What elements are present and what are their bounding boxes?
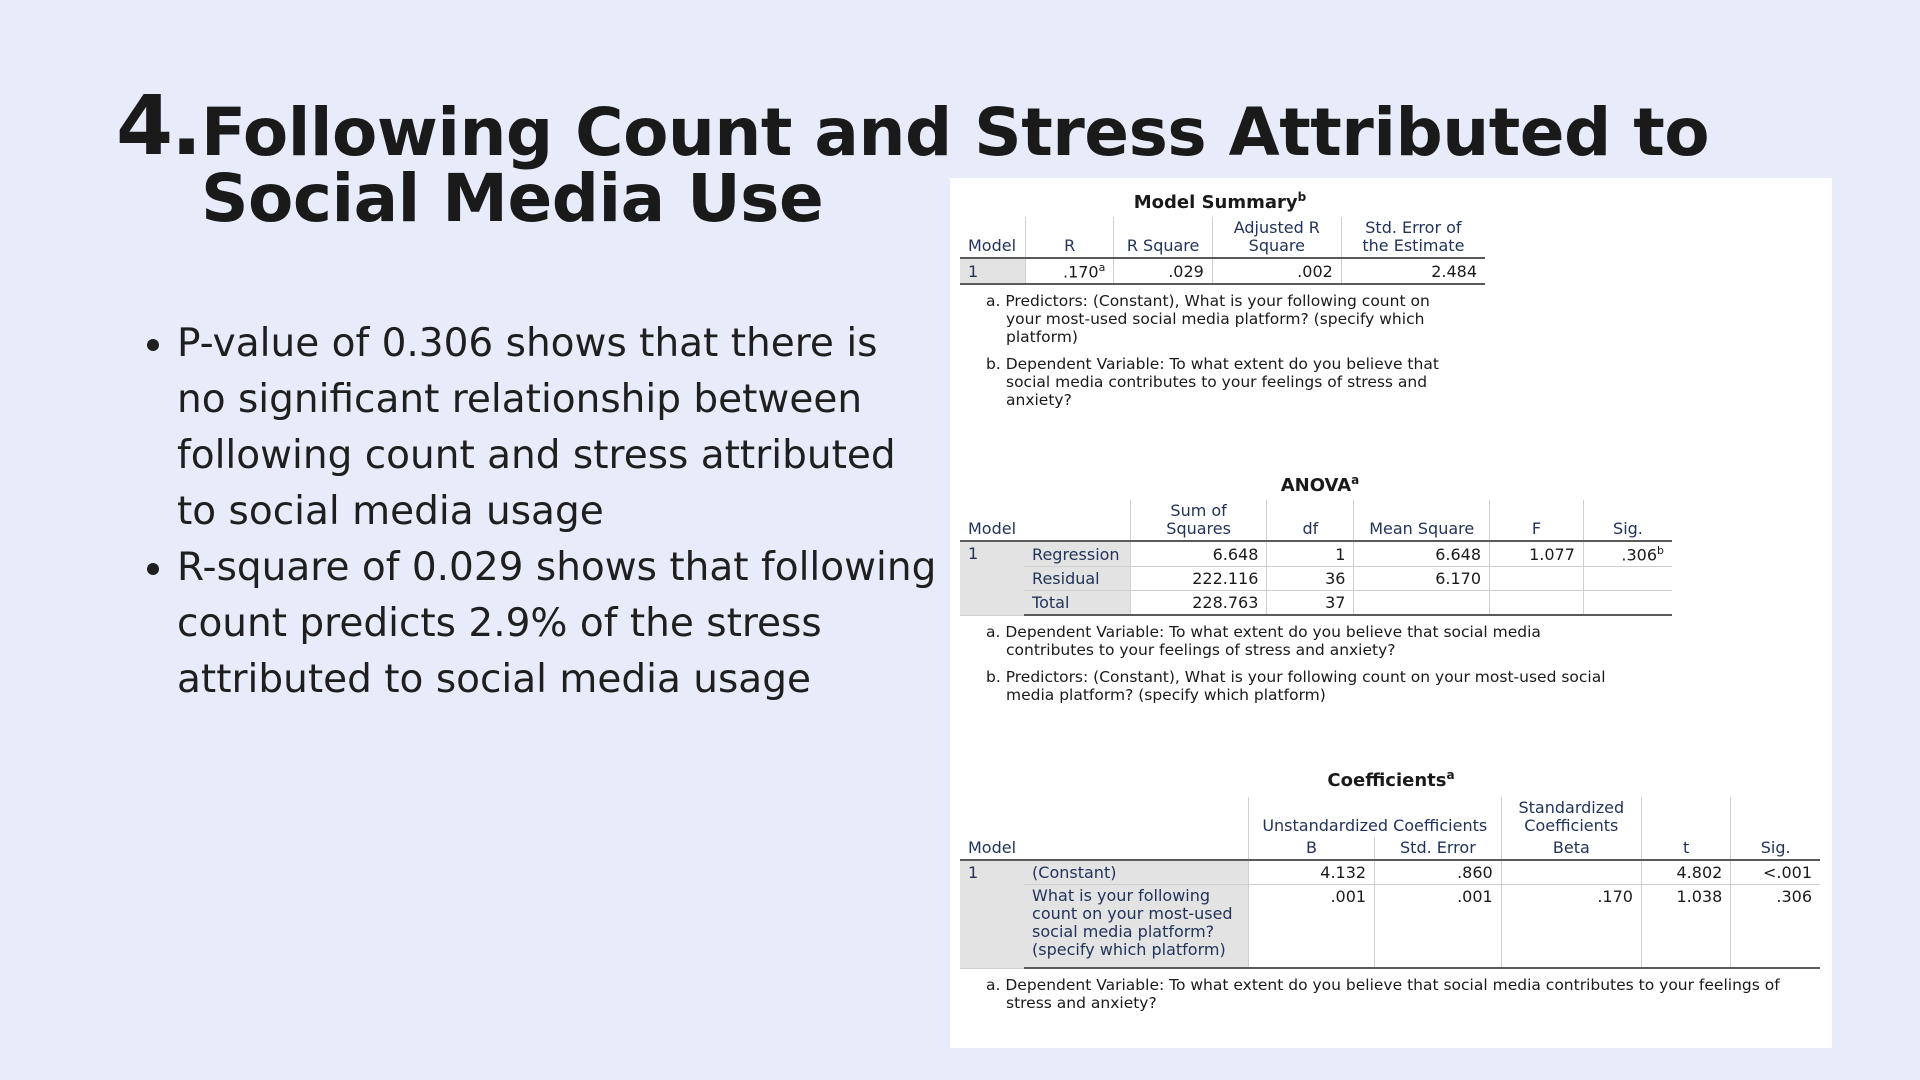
cell-sig: .306 <box>1731 885 1820 969</box>
cell-r-sup: a <box>1098 261 1106 274</box>
cell-row-label: Total <box>1024 591 1130 616</box>
cell-sum-of-squares: 228.763 <box>1130 591 1267 616</box>
col-header-df: df <box>1267 500 1354 541</box>
anova-table <box>960 500 1672 616</box>
col-header-sum-of-squares: Sum of Squares <box>1130 500 1267 541</box>
col-header-b: B <box>1248 837 1374 860</box>
cell-mean-square: 6.648 <box>1354 541 1490 567</box>
anova-notes <box>986 623 1626 704</box>
group-header-blank <box>960 797 1024 837</box>
table-header-row <box>960 217 1485 258</box>
anova-title-text: ANOVA <box>1280 475 1352 496</box>
coefficients-title <box>960 768 1822 791</box>
model-summary-title-text: Model Summary <box>1133 192 1298 213</box>
cell-sig-value: .306 <box>1621 545 1658 565</box>
cell-t: 1.038 <box>1641 885 1730 969</box>
footnote: a. Predictors: (Constant), What is your following count on your most-used social media platform? (specify which platform) <box>986 292 1430 347</box>
cell-f: 1.077 <box>1490 541 1584 567</box>
slide-number: 4. <box>116 79 201 174</box>
cell-row-label: Regression <box>1024 541 1130 567</box>
col-header-blank <box>1024 500 1130 541</box>
table-header-row <box>960 500 1672 541</box>
model-summary-notes <box>986 292 1456 409</box>
footnote: a. Dependent Variable: To what extent do you believe that social media contributes to your feelings of stress and anxiety? <box>986 976 1780 1012</box>
cell-mean-square: 6.170 <box>1354 567 1490 591</box>
cell-f <box>1490 591 1584 616</box>
col-header-mean-square: Mean Square <box>1354 500 1490 541</box>
cell-sig: <.001 <box>1731 860 1820 885</box>
col-header-r-square: R Square <box>1114 217 1212 258</box>
cell-model: 1 <box>960 541 1024 615</box>
anova-title-sup: a <box>1351 473 1360 487</box>
col-header-model: Model <box>960 837 1024 860</box>
cell-df: 36 <box>1267 567 1354 591</box>
spss-output-panel <box>950 178 1832 1048</box>
table-row <box>960 591 1672 616</box>
coefficients-section <box>960 768 1822 1021</box>
col-header-sig: Sig. <box>1731 837 1820 860</box>
cell-r <box>1026 258 1114 284</box>
anova-section <box>960 473 1680 713</box>
col-header-std-error: Std. Error of the Estimate <box>1341 217 1485 258</box>
bullet-list <box>140 316 937 708</box>
cell-sig <box>1583 541 1672 567</box>
bullet-item: • R-square of 0.029 shows that following count predicts 2.9% of the stress attributed to social media usage <box>177 540 937 708</box>
cell-mean-square <box>1354 591 1490 616</box>
col-header-f: F <box>1490 500 1584 541</box>
coefficients-title-text: Coefficients <box>1327 770 1447 791</box>
cell-t: 4.802 <box>1641 860 1730 885</box>
col-header-r: R <box>1026 217 1114 258</box>
anova-title <box>960 473 1680 496</box>
col-header-model: Model <box>960 500 1024 541</box>
coefficients-title-sup: a <box>1446 768 1455 782</box>
cell-r-value: .170 <box>1062 262 1099 282</box>
cell-model: 1 <box>960 258 1026 284</box>
cell-row-label: Residual <box>1024 567 1130 591</box>
cell-std-error: .001 <box>1375 885 1502 969</box>
table-row <box>960 860 1820 885</box>
cell-df: 37 <box>1267 591 1354 616</box>
col-header-unstandardized: Unstandardized Coefficients <box>1248 797 1501 837</box>
bullet-item: • P-value of 0.306 shows that there is no significant relationship between following count and stress attributed to social media usage <box>177 316 937 540</box>
col-header-adj-r-square: Adjusted R Square <box>1212 217 1341 258</box>
col-header-t: t <box>1641 837 1730 860</box>
table-row <box>960 541 1672 567</box>
table-group-header-row <box>960 797 1820 837</box>
col-header-beta: Beta <box>1501 837 1641 860</box>
footnote: b. Predictors: (Constant), What is your following count on your most-used social media platform? (specify which platform) <box>986 668 1606 705</box>
model-summary-title <box>960 190 1480 213</box>
col-header-std-error: Std. Error <box>1375 837 1502 860</box>
cell-row-label: (Constant) <box>1024 860 1248 885</box>
model-summary-section <box>960 190 1480 418</box>
table-row <box>960 258 1485 284</box>
cell-sum-of-squares: 222.116 <box>1130 567 1267 591</box>
model-summary-title-sup: b <box>1297 190 1307 204</box>
cell-std-error: 2.484 <box>1341 258 1485 284</box>
col-header-standardized: Standardized Coefficients <box>1501 797 1641 837</box>
col-header-blank <box>1024 837 1248 860</box>
group-header-blank <box>1641 797 1730 837</box>
cell-f <box>1490 567 1584 591</box>
coefficients-notes <box>986 976 1796 1012</box>
table-header-row <box>960 837 1820 860</box>
cell-sig-sup: b <box>1657 544 1664 557</box>
cell-adj-r-square: .002 <box>1212 258 1341 284</box>
model-summary-table <box>960 217 1485 285</box>
cell-r-square: .029 <box>1114 258 1212 284</box>
cell-sum-of-squares: 6.648 <box>1130 541 1267 567</box>
group-header-blank <box>1731 797 1820 837</box>
table-row <box>960 885 1820 969</box>
cell-model: 1 <box>960 860 1024 968</box>
group-header-blank <box>1024 797 1248 837</box>
cell-std-error: .860 <box>1375 860 1502 885</box>
col-header-sig: Sig. <box>1583 500 1672 541</box>
col-header-model: Model <box>960 217 1026 258</box>
cell-b: 4.132 <box>1248 860 1374 885</box>
cell-b: .001 <box>1248 885 1374 969</box>
cell-df: 1 <box>1267 541 1354 567</box>
slide-title: Following Count and Stress Attributed to Social Media Use <box>201 94 1710 237</box>
coefficients-table <box>960 797 1820 969</box>
footnote: a. Dependent Variable: To what extent do you believe that social media contributes to your feelings of stress and anxiety? <box>986 623 1541 660</box>
table-row <box>960 567 1672 591</box>
cell-row-label: What is your following count on your most-used social media platform? (specify which platform) <box>1024 885 1248 969</box>
footnote: b. Dependent Variable: To what extent do you believe that social media contributes to your feelings of stress and anxiety? <box>986 355 1439 410</box>
cell-beta <box>1501 860 1641 885</box>
cell-sig <box>1583 567 1672 591</box>
cell-beta: .170 <box>1501 885 1641 969</box>
cell-sig <box>1583 591 1672 616</box>
